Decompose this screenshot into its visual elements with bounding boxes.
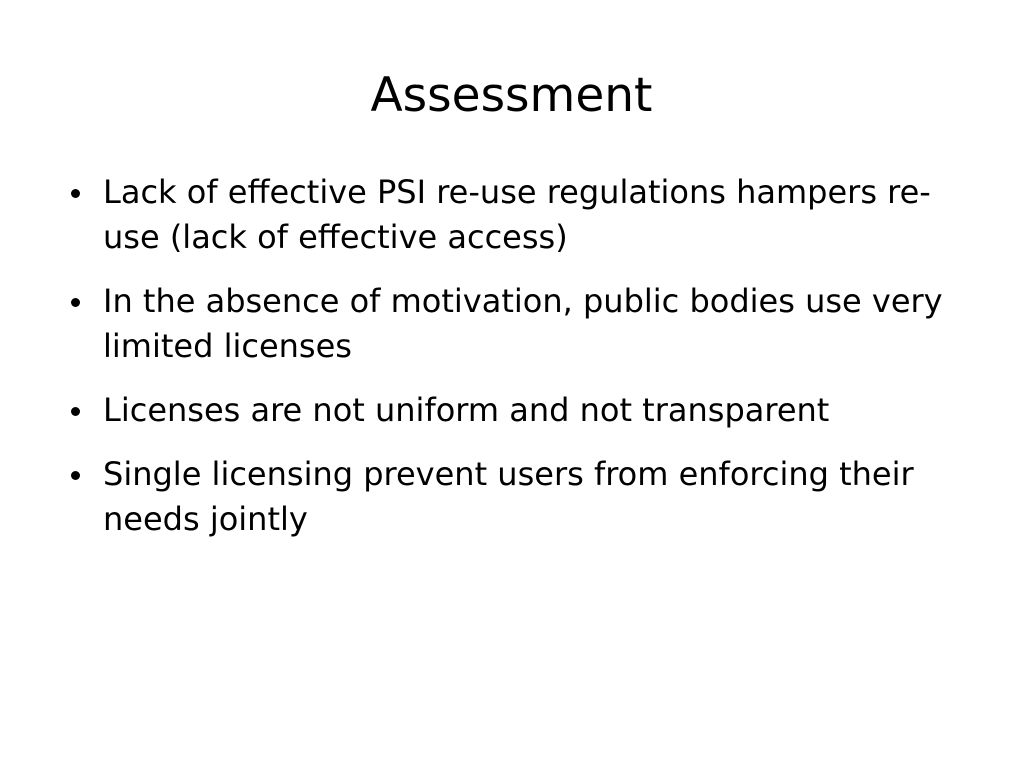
slide-title: Assessment	[370, 68, 653, 123]
bullet-item	[66, 170, 966, 260]
bullet-text: In the absence of motivation, public bodies use very limited licenses	[103, 282, 943, 365]
bullet-list	[66, 170, 966, 561]
bullet-item	[66, 388, 966, 433]
bullet-point-icon	[71, 471, 80, 480]
bullet-item	[66, 452, 966, 542]
bullet-point-icon	[71, 298, 80, 307]
bullet-text: Single licensing prevent users from enforcing their needs jointly	[103, 455, 914, 538]
bullet-text: Lack of effective PSI re-use regulations hampers re-use (lack of effective access)	[103, 173, 931, 256]
bullet-item	[66, 279, 966, 369]
bullet-text: Licenses are not uniform and not transparent	[103, 391, 830, 429]
bullet-point-icon	[71, 189, 80, 198]
bullet-point-icon	[71, 407, 80, 416]
